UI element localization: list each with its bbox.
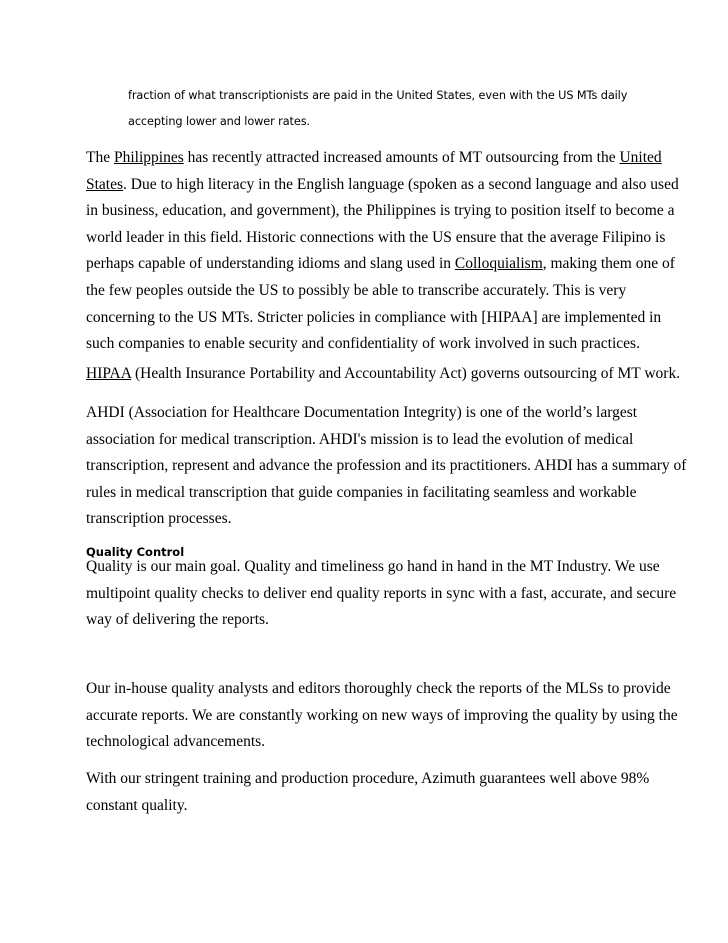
ahdi-line: AHDI (Association for Healthcare Documentation Integrity) is one of the world’s largest [86, 404, 638, 421]
text-run: has recently attracted increased amounts of MT outsourcing from the [183, 149, 620, 166]
quality-control-heading: Quality Control [86, 545, 185, 559]
united-link[interactable]: United [619, 149, 662, 166]
text-run: The [86, 149, 114, 166]
philippines-line: concerning to the US MTs. Stricter policies in compliance with [HIPAA] are implemented in [86, 308, 662, 326]
philippines-line [86, 172, 679, 199]
quality-line: multipoint quality checks to deliver end quality reports in sync with a fast, accurate, and secure [86, 584, 677, 602]
ahdi-line: transcription, represent and advance the profession and its practitioners. AHDI has a summary of [86, 457, 687, 475]
philippines-paragraph [86, 145, 679, 358]
philippines-line [86, 145, 662, 172]
quality-paragraph-3 [86, 766, 656, 819]
quality-line: With our stringent training and production procedure, Azimuth guarantees well above 98% [86, 770, 650, 787]
philippines-line: in business, education, and government), the Philippines is trying to position itself to become a [86, 202, 675, 220]
quality-line: technological advancements. [86, 733, 266, 751]
philippines-line: the few peoples outside the US to possibly be able to transcribe accurately. This is very [86, 281, 627, 299]
philippines-line [86, 251, 675, 278]
hipaa-link[interactable]: HIPAA [86, 365, 132, 382]
states-link[interactable]: States [86, 175, 124, 193]
philippines-line: such companies to enable security and confidentiality of work involved in such practices. [86, 335, 640, 353]
ahdi-line: transcription processes. [86, 510, 232, 528]
quality-line: Quality is our main goal. Quality and timeliness go hand in hand in the MT Industry. We use [86, 558, 660, 575]
colloquialism-link[interactable]: Colloquialism [454, 255, 543, 273]
quality-paragraph-2 [86, 676, 678, 756]
philippines-line: world leader in this field. Historic connections with the US ensure that the average Filipino is [86, 228, 666, 246]
intro-paragraph [128, 83, 688, 135]
philippines-link[interactable]: Philippines [113, 149, 184, 166]
quality-line: constant quality. [86, 796, 188, 814]
ahdi-paragraph [86, 400, 687, 533]
quality-line: Our in-house quality analysts and editors thoroughly check the reports of the MLSs to provide [86, 680, 671, 697]
intro-line-1: fraction of what transcriptionists are paid in the United States, even with the US MTs daily [128, 89, 628, 102]
quality-line: accurate reports. We are constantly working on new ways of improving the quality by using the [86, 706, 678, 724]
hipaa-line [86, 361, 681, 388]
quality-line: way of delivering the reports. [86, 611, 269, 629]
hipaa-paragraph [86, 361, 681, 388]
intro-line-2: accepting lower and lower rates. [128, 115, 310, 128]
ahdi-line: rules in medical transcription that guide companies in facilitating seamless and workable [86, 483, 637, 501]
ahdi-line: association for medical transcription. AHDI's mission is to lead the evolution of medical [86, 430, 634, 448]
text-run: . Due to high literacy in the English language (spoken as a second language and also used [123, 175, 679, 193]
text-run: (Health Insurance Portability and Accountability Act) governs outsourcing of MT work. [131, 365, 681, 382]
text-run: , making them one of [542, 255, 675, 273]
quality-paragraph-1 [86, 554, 677, 634]
text-run: perhaps capable of understanding idioms and slang used in [86, 255, 455, 273]
